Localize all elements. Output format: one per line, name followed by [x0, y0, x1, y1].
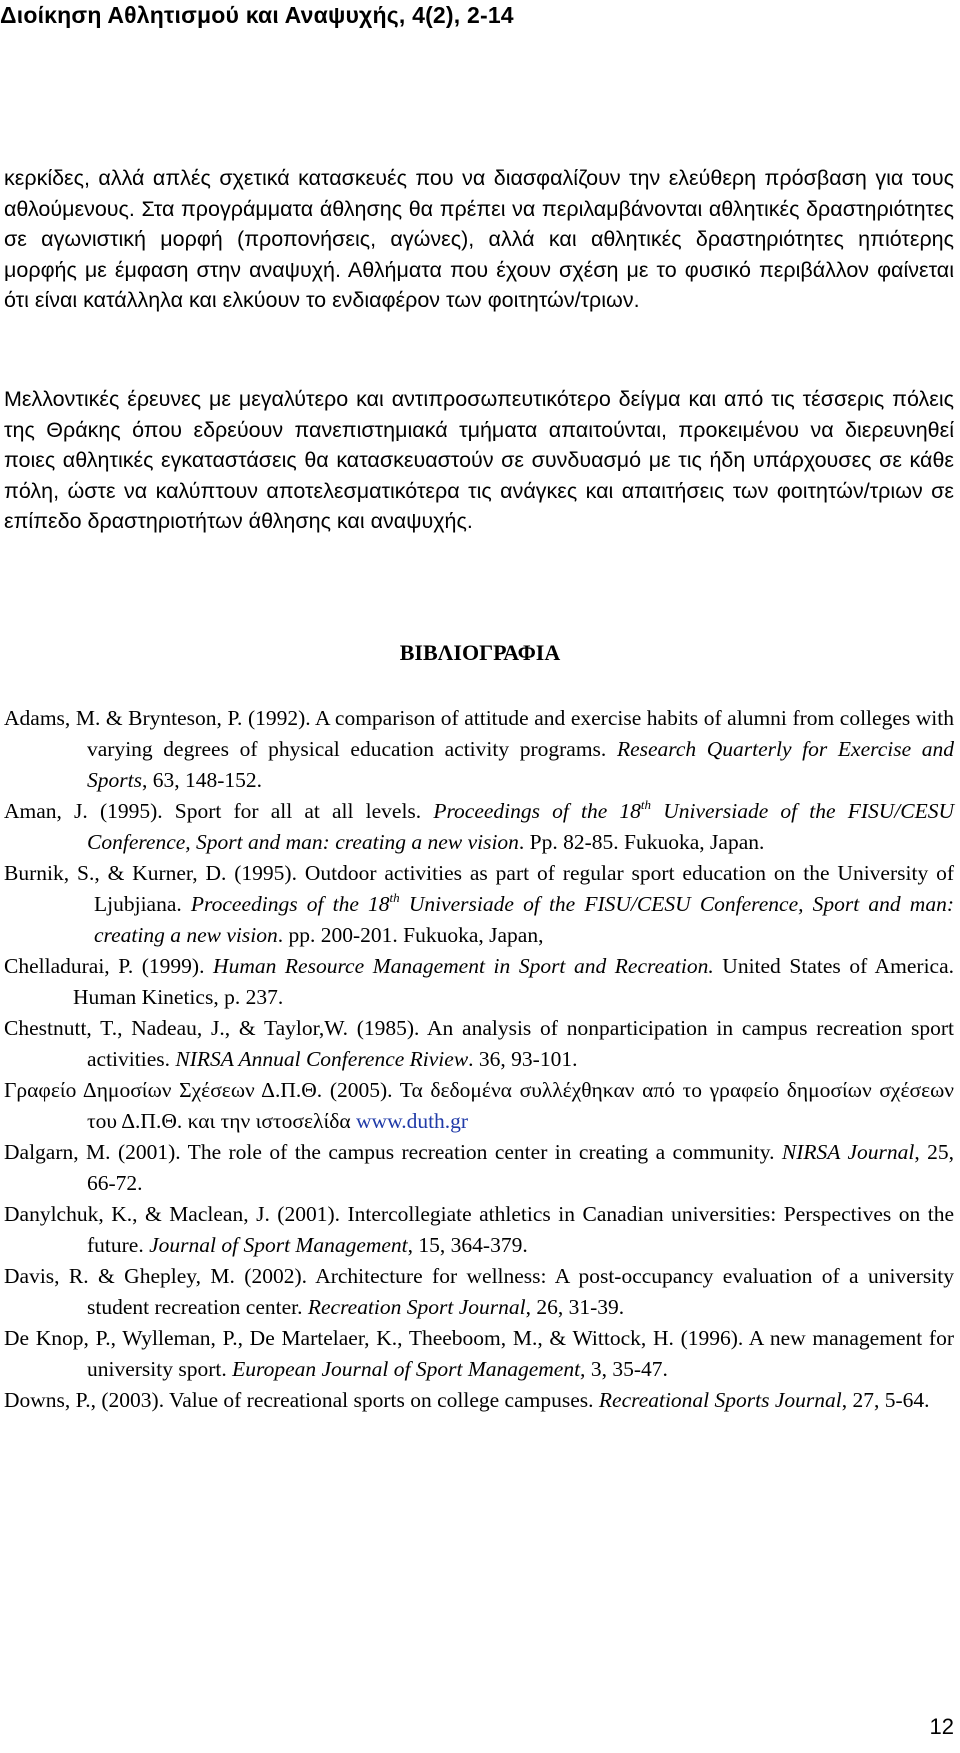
body-paragraph-1: κερκίδες, αλλά απλές σχετικά κατασκευές που να διασφαλίζουν την ελεύθερη πρόσβαση για τους αθλούμενους. Στα προγράμματα άθλησης θα πρέπει να περιλαμβάνονται αθλητικές δραστηριότητες σε αγωνιστική μορφή (προπονήσεις, αγώνες), αλλά και αθλητικές δραστηριότητες ηπιότερης μορφής με έμφαση στην αναψυχή. Αθλήματα που έχουν σχέση με το φυσικό περιβάλλον φαίνεται ότι είναι κατάλληλα και ελκύουν το ενδιαφέρον των φοιτητών/τριων.	[4, 166, 954, 312]
reference-item: Davis, R. & Ghepley, M. (2002). Architecture for wellness: A post-occupancy evaluation of a university student recreation center. Recreation Sport Journal, 26, 31-39.	[4, 1264, 954, 1319]
body-paragraph-2: Μελλοντικές έρευνες με μεγαλύτερο και αντιπροσωπευτικότερο δείγμα και από τις τέσσερις πόλεις της Θράκης όπου εδρεύουν πανεπιστημιακά τμήματα απαιτούνται, προκειμένου να διερευνηθεί ποιες αθλητικές εγκαταστάσεις θα κατασκευαστούν σε συνδυασμό με τις ήδη υπάρχουσες σε κάθε πόλη, ώστε να καλύπτουν αποτελεσματικότερα τις ανάγκες και απαιτήσεις των φοιτητών/τριων σε επίπεδο δραστηριοτήτων άθλησης και αναψυχής.	[4, 387, 954, 533]
reference-item: Aman, J. (1995). Sport for all at all levels. Proceedings of the 18th Universiade of the FISU/CESU Conference, Sport and man: creating a new vision. Pp. 82-85. Fukuoka, Japan.	[4, 797, 954, 854]
reference-item: Danylchuk, K., & Maclean, J. (2001). Intercollegiate athletics in Canadian universities: Perspectives on the future. Journal of Sport Management, 15, 364-379.	[4, 1202, 954, 1257]
reference-list	[4, 703, 954, 1416]
bibliography-heading: ΒΙΒΛΙΟΓΡΑΦΙΑ	[399, 640, 561, 665]
reference-item: Downs, P., (2003). Value of recreational sports on college campuses. Recreational Sports Journal, 27, 5-64.	[4, 1388, 930, 1412]
reference-item: De Knop, P., Wylleman, P., De Martelaer, K., Theeboom, M., & Wittock, H. (1996). A new management for university sport. European Journal of Sport Management, 3, 35-47.	[4, 1326, 954, 1381]
journal-header: Διοίκηση Αθλητισμού και Αναψυχής, 4(2), 2-14	[0, 2, 514, 28]
website-link[interactable]: www.duth.gr	[356, 1109, 469, 1133]
reference-item: Dalgarn, M. (2001). The role of the campus recreation center in creating a community. NIRSA Journal, 25, 66-72.	[4, 1140, 954, 1195]
reference-item: Γραφείο Δημοσίων Σχέσεων Δ.Π.Θ. (2005). Τα δεδομένα συλλέχθηκαν από το γραφείο δημοσίων σχέσεων του Δ.Π.Θ. και την ιστοσελίδα www.duth.gr	[4, 1078, 954, 1133]
page-number: 12	[929, 1714, 954, 1739]
reference-item: Chelladurai, P. (1999). Human Resource Management in Sport and Recreation. United States of America. Human Kinetics, p. 237.	[4, 954, 954, 1009]
reference-item: Chestnutt, T., Nadeau, J., & Taylor,W. (1985). An analysis of nonparticipation in campus recreation sport activities. NIRSA Annual Conference Riview. 36, 93-101.	[4, 1016, 954, 1071]
reference-item: Burnik, S., & Kurner, D. (1995). Outdoor activities as part of regular sport education on the University of Ljubjiana. Proceedings of the 18th Universiade of the FISU/CESU Conference, Sport and man: creating a new vision. pp. 200-201. Fukuoka, Japan,	[4, 861, 954, 947]
reference-item: Adams, M. & Brynteson, P. (1992). A comparison of attitude and exercise habits of alumni from colleges with varying degrees of physical education activity programs. Research Quarterly for Exercise and Sports, 63, 148-152.	[4, 706, 954, 792]
